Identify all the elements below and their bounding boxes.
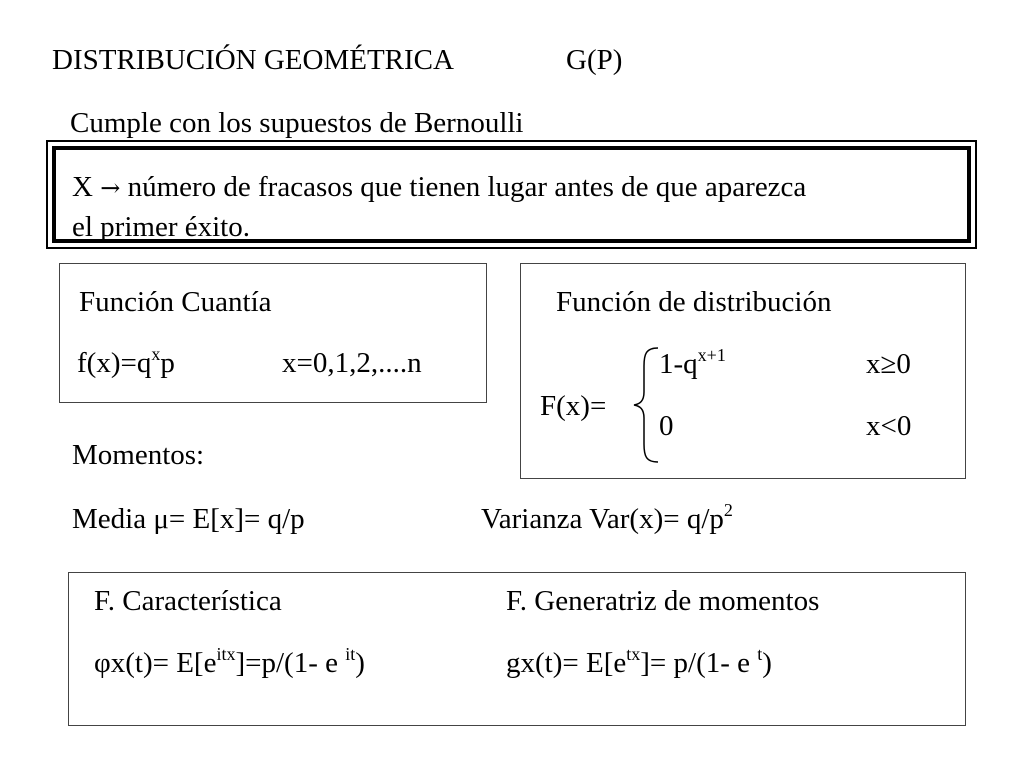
generatriz-label: F. Generatriz de momentos (506, 585, 820, 617)
generatriz-end: ) (762, 647, 772, 679)
cuantia-box (59, 263, 487, 403)
cuantia-formula-exp: x (151, 344, 161, 364)
left-brace-icon (632, 346, 660, 464)
cuantia-domain: x=0,1,2,....n (282, 347, 422, 379)
distribucion-case-2: 0 (659, 410, 674, 442)
distribucion-case-1-condition: x≥0 (866, 348, 911, 380)
definition-line-1 (72, 168, 806, 208)
definition-line-1-text: número de fracasos que tienen lugar antes de que aparezca (127, 171, 807, 203)
case-1-exp: x+1 (697, 345, 726, 365)
caracteristica-end: ) (355, 647, 365, 679)
caracteristica-mid: ]=p/(1- e (235, 647, 346, 679)
subtitle: Cumple con los supuestos de Bernoulli (70, 107, 524, 139)
cuantia-formula-tail: p (160, 347, 175, 379)
case-1-base: 1-q (659, 348, 698, 380)
caracteristica-pre: φx(t)= E[e (94, 647, 217, 679)
caracteristica-label: F. Característica (94, 585, 282, 617)
distribucion-case-1 (659, 345, 726, 380)
generatriz-exp: tx (626, 644, 641, 664)
cuantia-label: Función Cuantía (79, 286, 272, 318)
definition-line-2: el primer éxito. (72, 211, 250, 243)
generatriz-mid: ]= p/(1- e (640, 647, 758, 679)
caracteristica-formula (94, 644, 365, 679)
distribucion-label: Función de distribución (556, 286, 832, 318)
definition-variable: X (72, 171, 93, 203)
momentos-label: Momentos: (72, 439, 205, 471)
distribucion-lhs: F(x)= (540, 390, 607, 422)
cuantia-formula (77, 344, 175, 379)
right-arrow-icon: → (100, 174, 121, 202)
generatriz-pre: gx(t)= E[e (506, 647, 627, 679)
caracteristica-exp: itx (216, 644, 236, 664)
cuantia-formula-base: f(x)=q (77, 347, 152, 379)
varianza-formula (481, 500, 733, 535)
distribucion-case-2-condition: x<0 (866, 410, 912, 442)
varianza-exp: 2 (723, 500, 733, 520)
page-title (52, 46, 454, 75)
title-text: DISTRIBUCIÓN GEOMÉTRICA (52, 44, 454, 76)
title-code: G(P) (566, 44, 623, 76)
generatriz-exp2: t (757, 644, 763, 664)
caracteristica-exp2: it (345, 644, 356, 664)
media-formula: Media μ= E[x]= q/p (72, 503, 305, 535)
definition-text (72, 168, 806, 247)
varianza-base: Varianza Var(x)= q/p (481, 503, 724, 535)
generatriz-formula (506, 644, 772, 679)
